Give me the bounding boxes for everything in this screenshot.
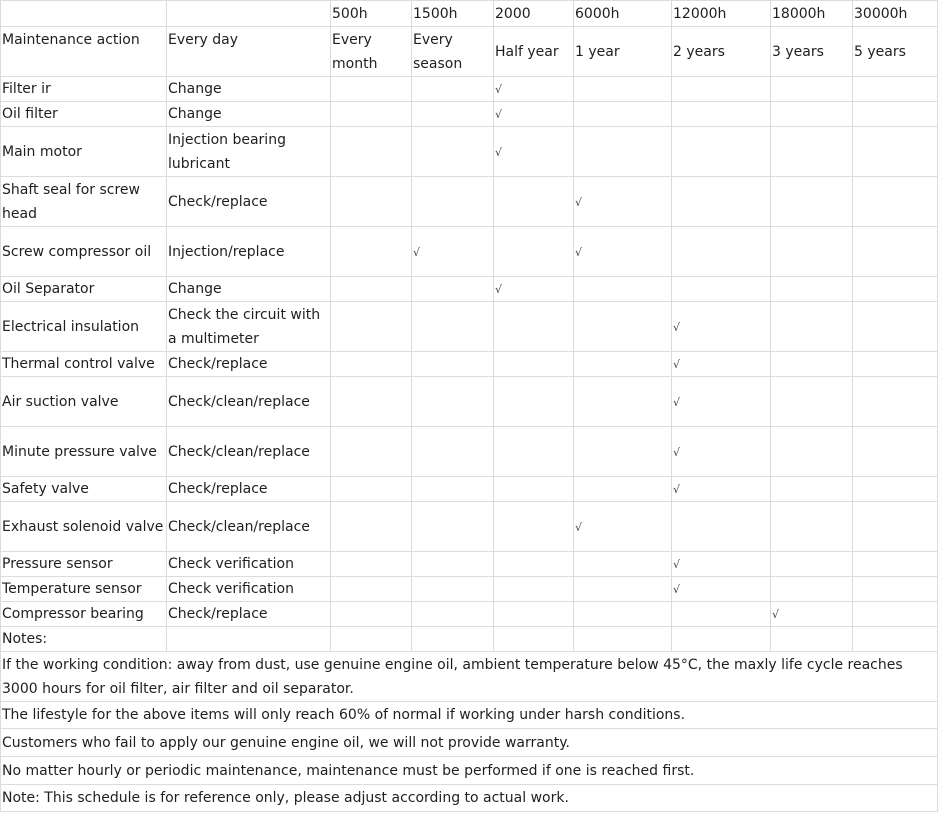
table-row <box>1 102 938 127</box>
item-action: Check/replace <box>167 477 331 502</box>
item-name: Minute pressure valve <box>1 427 167 477</box>
note-text: No matter hourly or periodic maintenance, maintenance must be performed if one is reached first. <box>1 757 938 785</box>
table-row <box>1 127 938 177</box>
table-row <box>1 502 938 552</box>
every-day-header: Every day <box>167 27 331 77</box>
check-mark-icon: √ <box>575 195 583 209</box>
check-mark-icon: √ <box>495 83 503 96</box>
table-row <box>1 552 938 577</box>
check-mark-icon: √ <box>495 283 503 296</box>
item-name: Temperature sensor <box>1 577 167 602</box>
item-name: Main motor <box>1 127 167 177</box>
check-mark-icon: √ <box>673 483 681 496</box>
note-row <box>1 702 938 729</box>
item-name: Thermal control valve <box>1 352 167 377</box>
item-name: Shaft seal for screw head <box>1 177 167 227</box>
check-mark-icon: √ <box>772 608 780 621</box>
item-action: Check/clean/replace <box>167 427 331 477</box>
check-mark-icon: √ <box>673 358 681 371</box>
check-mark-icon: √ <box>673 558 681 571</box>
header-empty-cell <box>1 1 167 27</box>
item-name: Pressure sensor <box>1 552 167 577</box>
check-mark-icon: √ <box>575 245 583 259</box>
item-name: Exhaust solenoid valve <box>1 502 167 552</box>
interval-label: 6000h <box>574 1 672 27</box>
header-empty-cell <box>167 1 331 27</box>
check-mark-icon: √ <box>673 395 681 409</box>
interval-header-row <box>1 1 938 27</box>
check-mark-icon: √ <box>575 520 583 534</box>
item-name: Electrical insulation <box>1 302 167 352</box>
item-action: Change <box>167 77 331 102</box>
interval-label: 500h <box>331 1 412 27</box>
period-label: Half year <box>494 27 574 77</box>
note-text: Note: This schedule is for reference only, please adjust according to actual work. <box>1 785 938 812</box>
check-mark-icon: √ <box>495 108 503 121</box>
period-header-row <box>1 27 938 77</box>
item-action: Injection bearing lubricant <box>167 127 331 177</box>
item-name: Screw compressor oil <box>1 227 167 277</box>
check-mark-icon: √ <box>673 445 681 459</box>
note-row <box>1 785 938 812</box>
interval-label: 30000h <box>853 1 938 27</box>
notes-label-row <box>1 627 938 652</box>
table-row <box>1 602 938 627</box>
table-row <box>1 77 938 102</box>
interval-label: 18000h <box>771 1 853 27</box>
period-label: 5 years <box>853 27 938 77</box>
check-mark-icon: √ <box>673 320 681 334</box>
period-label: 1 year <box>574 27 672 77</box>
period-label: Every season <box>412 27 494 77</box>
item-action: Change <box>167 102 331 127</box>
table-row <box>1 277 938 302</box>
item-action: Check/clean/replace <box>167 377 331 427</box>
interval-label: 1500h <box>412 1 494 27</box>
note-text: The lifestyle for the above items will only reach 60% of normal if working under harsh conditions. <box>1 702 938 729</box>
period-label: 2 years <box>672 27 771 77</box>
period-label: 3 years <box>771 27 853 77</box>
table-row <box>1 377 938 427</box>
item-action: Check/replace <box>167 177 331 227</box>
item-action: Check/replace <box>167 352 331 377</box>
table-row <box>1 352 938 377</box>
table-row <box>1 227 938 277</box>
check-mark-icon: √ <box>495 145 503 159</box>
item-name: Air suction valve <box>1 377 167 427</box>
item-action: Check/clean/replace <box>167 502 331 552</box>
table-row <box>1 477 938 502</box>
notes-label: Notes: <box>1 627 167 652</box>
item-name: Oil filter <box>1 102 167 127</box>
item-name: Oil Separator <box>1 277 167 302</box>
table-row <box>1 427 938 477</box>
item-action: Check/replace <box>167 602 331 627</box>
item-action: Change <box>167 277 331 302</box>
item-name: Safety valve <box>1 477 167 502</box>
note-row <box>1 729 938 757</box>
interval-label: 2000 <box>494 1 574 27</box>
item-name: Filter ir <box>1 77 167 102</box>
item-name: Compressor bearing <box>1 602 167 627</box>
table-row <box>1 577 938 602</box>
check-mark-icon: √ <box>673 583 681 596</box>
table-row <box>1 177 938 227</box>
interval-label: 12000h <box>672 1 771 27</box>
note-text: Customers who fail to apply our genuine engine oil, we will not provide warranty. <box>1 729 938 757</box>
note-row <box>1 757 938 785</box>
table-row <box>1 302 938 352</box>
item-action: Injection/replace <box>167 227 331 277</box>
period-label: Every month <box>331 27 412 77</box>
note-text: If the working condition: away from dust, use genuine engine oil, ambient temperature below 45°C, the maxly life cycle reaches 3000 hours for oil filter, air filter and oil separator. <box>1 652 938 702</box>
check-mark-icon: √ <box>413 245 421 259</box>
note-row <box>1 652 938 702</box>
item-action: Check verification <box>167 577 331 602</box>
item-action: Check the circuit with a multimeter <box>167 302 331 352</box>
maintenance-action-header: Maintenance action <box>1 27 167 77</box>
item-action: Check verification <box>167 552 331 577</box>
